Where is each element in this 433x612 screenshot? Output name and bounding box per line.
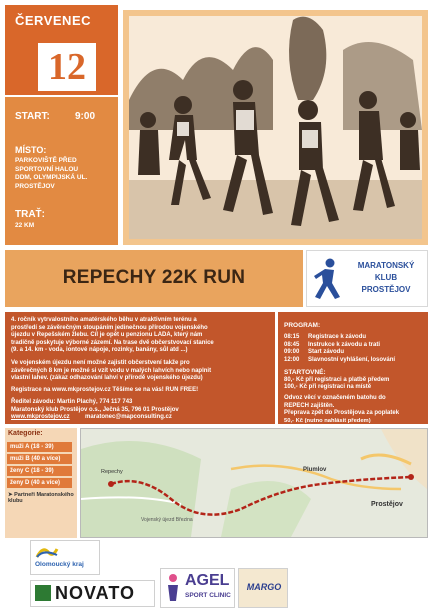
margo-logo (238, 568, 288, 608)
categories-box (5, 428, 77, 538)
event-title: REPECHY 22K RUN (62, 267, 246, 288)
fee-1: 80,- Kč při registraci a platbě předem (284, 376, 390, 383)
category-women-d: ženy D (40 a více) (7, 478, 72, 488)
registration-text: Registrace na www.mkprostejov.cz Těšíme se na vás! RUN FREE! (11, 387, 199, 393)
novato-logo (30, 580, 155, 607)
track-value: 22 KM (15, 222, 35, 229)
note-2: REPECH zajištěn. (284, 402, 335, 409)
website-link[interactable]: www.mkprostejov.cz (11, 414, 70, 421)
categories-title: Kategorie: (8, 430, 43, 437)
program-title: PROGRAM: (284, 322, 321, 329)
runners-photo (123, 10, 428, 245)
place-line-4: PROSTĚJOV (15, 182, 55, 190)
program-time-1: 08:15 (284, 334, 300, 340)
description-box (5, 312, 275, 424)
novato-text: NOVATO (55, 583, 136, 603)
track-label: TRAŤ: (15, 209, 45, 220)
desc-line-3: újezdu v Repešském žlebu. Cíl je opět u penzionu LADA, který nám (11, 332, 203, 339)
partner-arrow-icon: ➤ (8, 492, 15, 498)
program-box (278, 312, 428, 424)
day-box (38, 43, 96, 91)
agel-subtext: SPORT CLINIC (185, 592, 231, 599)
title-band (5, 250, 303, 307)
event-day: 12 (48, 46, 86, 88)
date-box (5, 5, 118, 95)
map-label-prostejov: Prostějov (371, 501, 403, 508)
note-4: 50,- Kč (nutno nahlásit předem) (284, 417, 371, 424)
start-time: 9:00 (75, 111, 96, 122)
agel-logo (160, 568, 235, 608)
program-text-3: Start závodu (308, 349, 345, 356)
desc-line-1: 4. ročník vytrvalostního amatérského běhu v atraktivním terénu a (11, 317, 197, 323)
club-line-1: MARATONSKÝ (357, 261, 415, 270)
note-3: Přeprava zpět do Prostějova za poplatek (284, 410, 400, 417)
club-address: Maratonský klub Prostějov o.s., Ječná 35, 796 01 Prostějov (11, 406, 179, 413)
program-text-2: Instrukce k závodu a trati (308, 341, 381, 348)
club-line-3: PROSTĚJOV (361, 285, 411, 294)
agel-figure-icon (165, 573, 181, 603)
email-link[interactable]: maratonec@mapconsulting.cz (85, 414, 172, 421)
olomoucky-kraj-logo (30, 540, 100, 575)
place-line-3: DDM, OLYMPIJSKÁ UL. (15, 174, 88, 181)
program-text-1: Registrace k závodu (308, 334, 367, 340)
program-time-4: 12:00 (284, 356, 300, 363)
category-women-c: ženy C (18 - 39) (7, 466, 72, 476)
route-map (80, 428, 428, 538)
event-info-box (5, 97, 118, 245)
program-time-2: 08:45 (284, 341, 300, 348)
runner-icon (313, 257, 343, 301)
event-month: ČERVENEC (15, 13, 92, 28)
start-label: START: (15, 111, 50, 122)
desc-line-8: vlastní lahev. (zákaz odhazování lahví v přírodě vojenského újezdu) (11, 375, 203, 382)
program-text-4: Slavnostní vyhlášení, losování (308, 356, 396, 363)
olomoucky-kraj-text: Olomoucký kraj (35, 561, 84, 568)
place-line-2: SPORTOVNÍ HALOU (15, 165, 79, 173)
desc-line-5: (9. a 14. km - voda, iontové nápoje, rozinky, banány, sůl atd ...) (11, 347, 188, 354)
race-director: Ředitel závodu: Martin Plachý, 774 117 743 (11, 399, 133, 405)
desc-line-6: Ve vojenském újezdu není možné zajistit občerstvení takže pro (11, 360, 190, 366)
desc-line-4: tradičně poskytuje výborné zázemí. Na trase dvě občerstvovací stanice (11, 339, 214, 346)
place-line-1: PARKOVIŠTĚ PŘED (15, 157, 77, 164)
category-men-b: muži B (40 a více) (7, 454, 72, 464)
map-label-area: Vojenský újezd Březina (141, 517, 193, 523)
olomoucky-flag-icon (35, 545, 59, 559)
map-label-plumlov: Plumlov (303, 467, 327, 473)
fee-title: STARTOVNÉ: (284, 369, 326, 376)
route-map-drawing (81, 429, 427, 537)
runners-illustration (123, 10, 428, 245)
fee-2: 100,- Kč při registraci na místě (284, 384, 372, 391)
note-1: Odvoz věcí v označeném batohu do (284, 395, 386, 401)
margo-text: MARGO (246, 582, 282, 592)
novato-mark-icon (35, 585, 51, 601)
map-label-repechy: Repechy (101, 469, 123, 475)
club-logo (306, 250, 428, 307)
place-label: MÍSTO: (15, 145, 47, 155)
agel-text: AGEL (185, 572, 230, 589)
club-line-2: KLUB (374, 273, 398, 282)
program-time-3: 09:00 (284, 349, 300, 356)
partners-note: Partneři Maratonského klubu (8, 492, 74, 504)
category-men-a: muži A (18 - 39) (7, 442, 72, 452)
desc-line-7: závěrečných 8 km je možné si vzít vodu v malých lahvích nebo naplnit (11, 367, 212, 374)
desc-line-2: prostředí se závěrečným stoupáním jedinečnou přírodou vojenského (11, 324, 208, 331)
